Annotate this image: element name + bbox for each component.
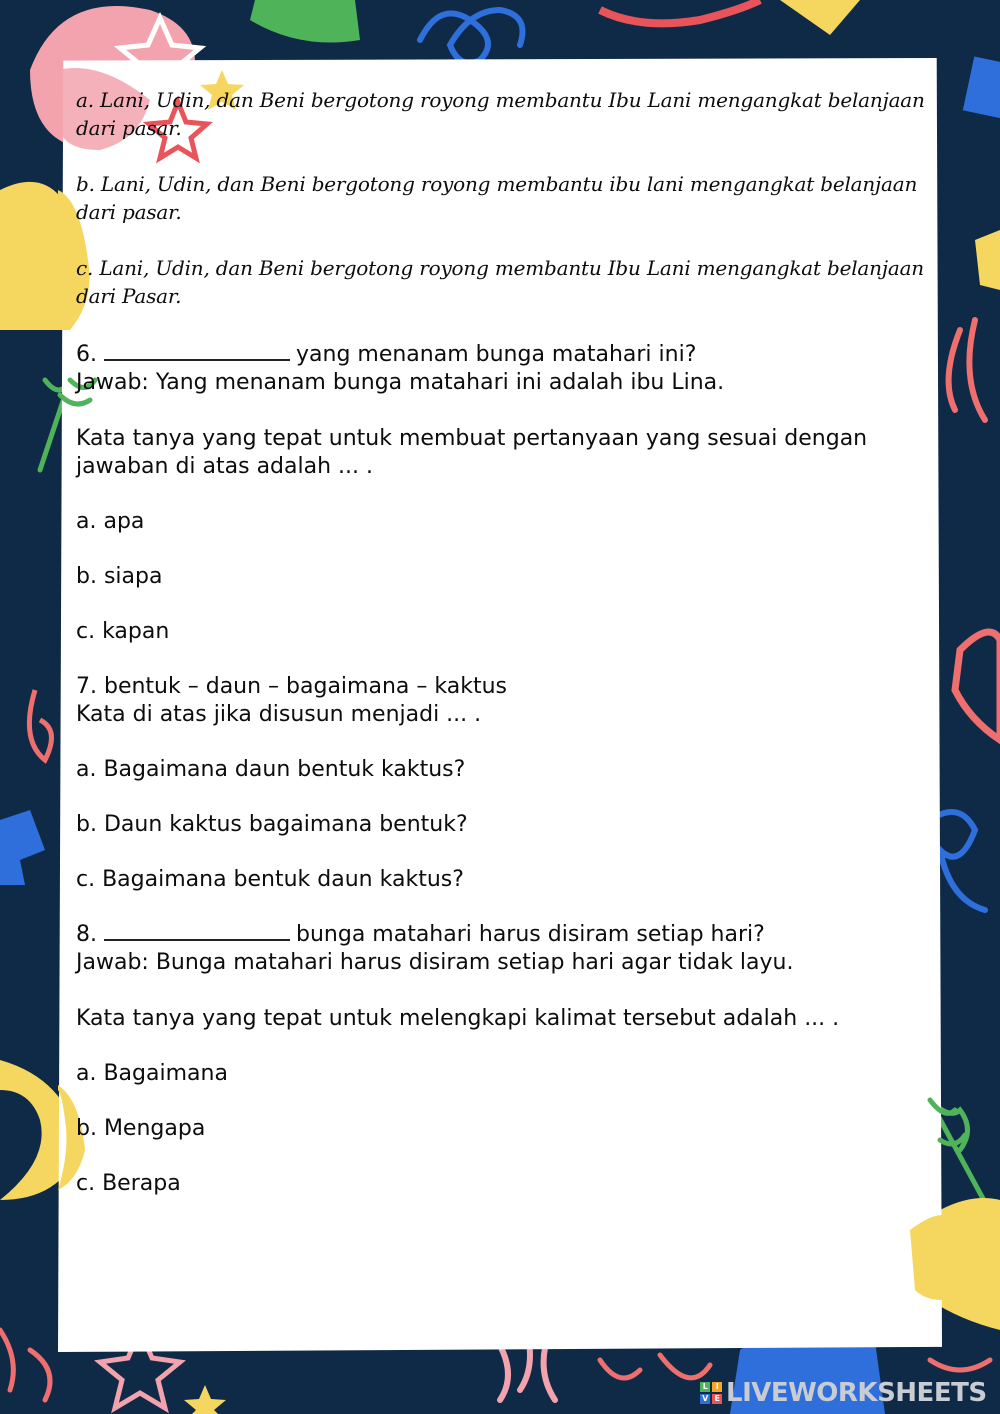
worksheet-content <box>76 86 926 1198</box>
liveworksheets-logo-icon <box>700 1382 722 1404</box>
q7-prompt: Kata di atas jika disusun menjadi ... . <box>76 702 482 727</box>
question-7 <box>76 673 926 894</box>
q8-number: 8. <box>76 922 97 947</box>
q6-answer: Jawab: Yang menanam bunga matahari ini adalah ibu Lina. <box>76 370 725 395</box>
green-plant-overlap-right <box>930 1100 965 1144</box>
logo-letter-e: E <box>712 1394 722 1404</box>
q7-words: 7. bentuk – daun – bagaimana – kaktus <box>76 674 507 699</box>
q6-option-c[interactable]: c. kapan <box>76 619 170 644</box>
q8-option-a[interactable]: a. Bagaimana <box>76 1061 228 1086</box>
question-8 <box>76 921 926 1198</box>
liveworksheets-brand: LIVEWORKSHEETS <box>726 1378 987 1408</box>
question-6 <box>76 341 926 646</box>
yellow-overlap-bottom-right <box>910 1215 942 1300</box>
white-star-top-left <box>120 18 200 92</box>
q6-prompt: Kata tanya yang tepat untuk membuat pertanyaan yang sesuai dengan jawaban di atas adalah ... . <box>76 426 868 479</box>
q8-question: bunga matahari harus disiram setiap hari? <box>296 922 765 947</box>
q8-option-b[interactable]: b. Mengapa <box>76 1116 206 1141</box>
q8-answer: Jawab: Bunga matahari harus disiram setiap hari agar tidak layu. <box>76 950 794 975</box>
q6-number: 6. <box>76 342 97 367</box>
q8-prompt: Kata tanya yang tepat untuk melengkapi kalimat tersebut adalah ... . <box>76 1006 840 1031</box>
q8-option-c[interactable]: c. Berapa <box>76 1171 181 1196</box>
q6-option-b[interactable]: b. siapa <box>76 564 163 589</box>
option-5c[interactable]: c. Lani, Udin, dan Beni bergotong royong membantu Ibu Lani mengangkat belanjaan dari Pasar. <box>76 256 924 308</box>
q6-question: yang menanam bunga matahari ini? <box>296 342 697 367</box>
q6-blank[interactable] <box>104 341 290 361</box>
logo-letter-v: V <box>700 1394 710 1404</box>
q7-option-b[interactable]: b. Daun kaktus bagaimana bentuk? <box>76 812 468 837</box>
logo-letter-i: I <box>712 1382 722 1392</box>
logo-letter-l: L <box>700 1382 710 1392</box>
q7-option-a[interactable]: a. Bagaimana daun bentuk kaktus? <box>76 757 466 782</box>
q8-question-line <box>76 921 926 949</box>
option-5a[interactable]: a. Lani, Udin, dan Beni bergotong royong membantu Ibu Lani mengangkat belanjaan dari pasar. <box>76 88 925 140</box>
q7-option-c[interactable]: c. Bagaimana bentuk daun kaktus? <box>76 867 464 892</box>
liveworksheets-watermark <box>700 1378 987 1408</box>
q6-question-line <box>76 341 926 369</box>
option-5b[interactable]: b. Lani, Udin, dan Beni bergotong royong membantu ibu lani mengangkat belanjaan dari pasar. <box>76 172 918 224</box>
q6-option-a[interactable]: a. apa <box>76 509 145 534</box>
q8-blank[interactable] <box>104 921 290 941</box>
